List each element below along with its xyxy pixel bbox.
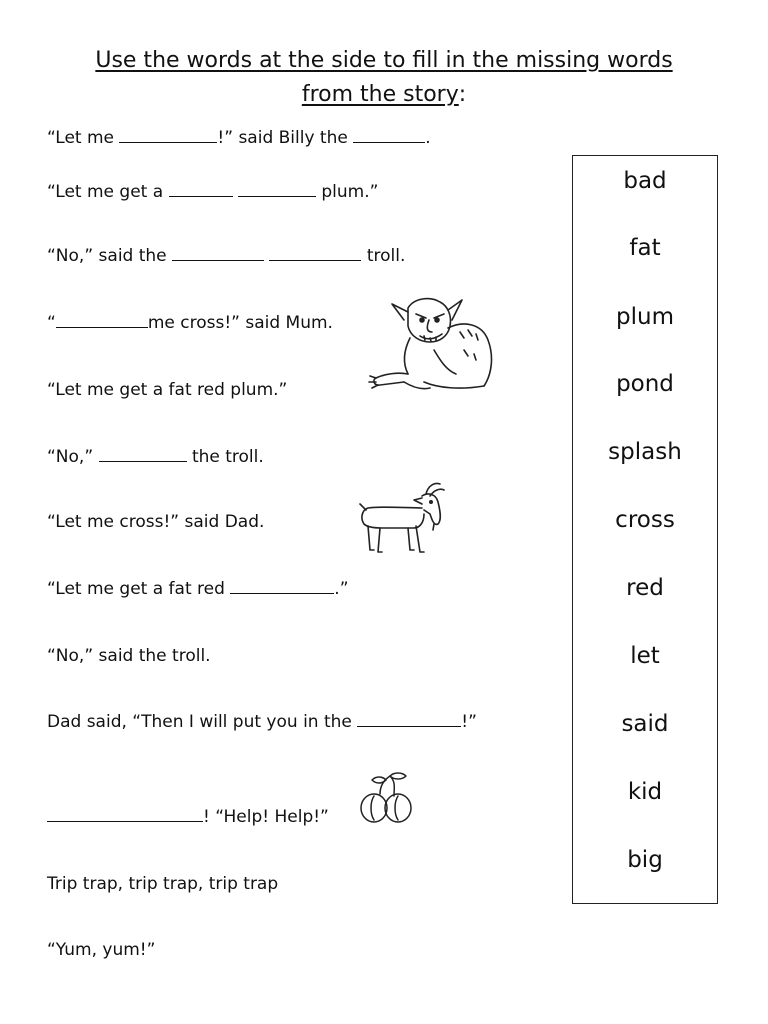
story-line-5	[47, 379, 287, 401]
answer-blank[interactable]	[99, 446, 187, 462]
story-text: me cross!” said Mum.	[147, 313, 333, 333]
story-text: “No,” said the troll.	[47, 646, 211, 666]
answer-blank[interactable]	[230, 578, 334, 594]
answer-blank[interactable]	[119, 127, 217, 143]
answer-blank[interactable]	[172, 245, 264, 261]
answer-blank[interactable]	[169, 181, 233, 197]
story-text: “Let me get a fat red plum.”	[47, 380, 288, 400]
word-bank-item[interactable]: fat	[629, 235, 661, 261]
worksheet-title-line-1: Use the words at the side to fill in the missing words	[95, 48, 673, 73]
word-bank-item[interactable]: let	[630, 643, 660, 669]
story-text: .”	[334, 579, 349, 599]
story-text: “No,”	[47, 447, 99, 467]
story-line-9	[47, 645, 211, 667]
goat-picture	[358, 480, 446, 560]
story-text: “Let me cross!” said Dad.	[47, 512, 265, 532]
answer-blank[interactable]	[56, 312, 148, 328]
story-text: plum.”	[315, 182, 379, 202]
story-text: !”	[461, 712, 477, 732]
story-line-10	[47, 711, 477, 733]
story-text: “Let me	[47, 128, 120, 148]
story-text: “No,” said the	[47, 246, 173, 266]
word-bank-item[interactable]: splash	[608, 439, 682, 465]
worksheet-title-line-2-text: from the story	[301, 82, 459, 107]
story-line-2	[47, 181, 378, 203]
word-bank-item[interactable]: pond	[616, 371, 674, 397]
word-bank-item[interactable]: said	[621, 711, 669, 737]
answer-blank[interactable]	[357, 711, 461, 727]
story-text: Dad said, “Then I will put you in the	[47, 712, 358, 732]
answer-blank[interactable]	[47, 806, 203, 822]
story-line-13	[47, 939, 155, 961]
word-bank-item[interactable]: cross	[615, 507, 675, 533]
answer-blank[interactable]	[269, 245, 361, 261]
story-text: the troll.	[186, 447, 264, 467]
story-text: .	[425, 128, 431, 148]
story-text: “Yum, yum!”	[47, 940, 156, 960]
story-line-7	[47, 511, 264, 533]
answer-blank[interactable]	[353, 127, 425, 143]
plums-picture	[356, 770, 414, 826]
worksheet-title-line-2	[20, 80, 748, 110]
story-text: “Let me get a fat red	[47, 579, 231, 599]
story-text: “	[47, 313, 56, 333]
troll-picture	[364, 290, 504, 396]
story-text: Trip trap, trip trap, trip trap	[47, 874, 279, 894]
story-line-3	[47, 245, 405, 267]
story-text: !” said Billy the	[217, 128, 354, 148]
word-bank-item[interactable]: red	[626, 575, 664, 601]
story-line-1	[47, 127, 431, 149]
worksheet-title-colon: :	[458, 82, 467, 107]
story-line-12	[47, 873, 278, 895]
story-text: troll.	[361, 246, 406, 266]
story-line-6	[47, 446, 264, 468]
word-bank-item[interactable]: kid	[627, 779, 663, 805]
story-line-8	[47, 578, 349, 600]
story-text: “Let me get a	[47, 182, 169, 202]
word-bank	[572, 155, 718, 904]
story-line-11	[47, 806, 329, 828]
story-line-4	[47, 312, 333, 334]
answer-blank[interactable]	[238, 181, 316, 197]
story-text: ! “Help! Help!”	[203, 807, 329, 827]
word-bank-item[interactable]: bad	[623, 168, 667, 194]
word-bank-item[interactable]: plum	[616, 304, 674, 330]
word-bank-item[interactable]: big	[627, 847, 663, 873]
